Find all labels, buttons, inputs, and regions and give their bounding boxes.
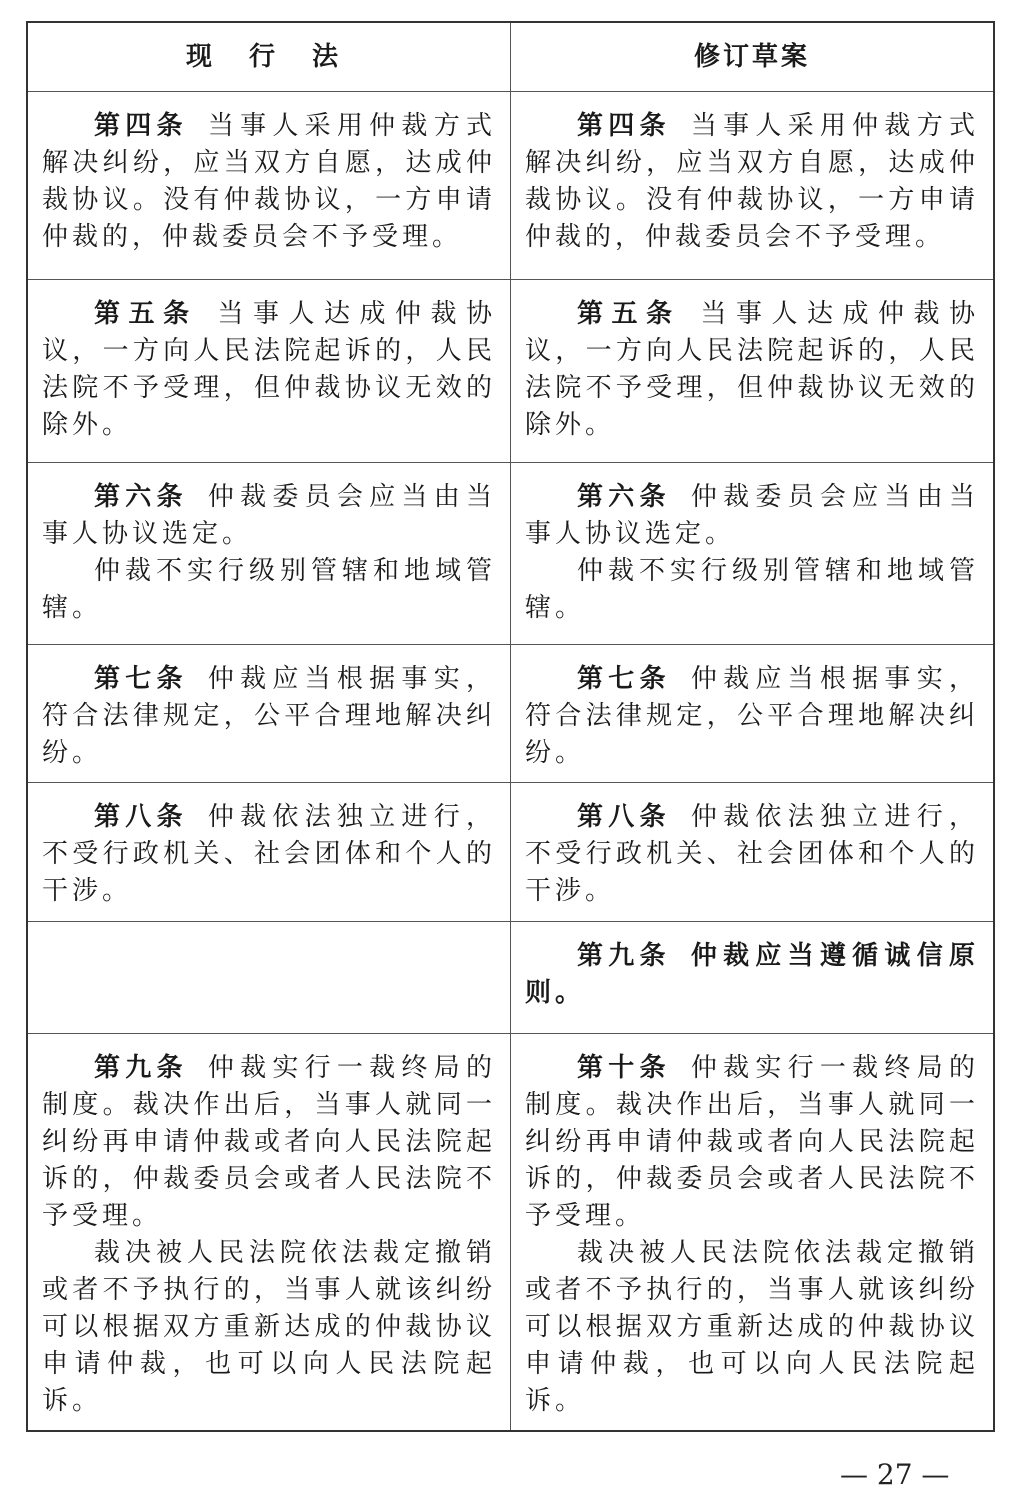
article-number: 第六条 — [577, 482, 671, 512]
article-paragraph — [525, 938, 979, 1012]
article-paragraph — [525, 661, 979, 772]
table-header-row — [27, 22, 994, 92]
article-text: 仲裁应当遵循诚信原则。 — [525, 941, 979, 1008]
article-number: 第四条 — [577, 111, 671, 141]
revised-draft-cell — [511, 92, 995, 280]
revised-draft-cell — [511, 645, 995, 783]
article-number: 第九条 — [577, 941, 671, 971]
article-text: 仲裁应当根据事实，符合法律规定，公平合理地解决纠纷。 — [525, 664, 979, 768]
article-number: 第五条 — [577, 299, 681, 329]
revised-draft-cell — [511, 1034, 995, 1432]
article-paragraph — [525, 296, 979, 444]
current-law-cell — [27, 463, 511, 645]
article-text: 裁决被人民法院依法裁定撤销或者不予执行的，当事人就该纠纷可以根据双方重新达成的仲裁协议申请仲裁，也可以向人民法院起诉。 — [525, 1238, 979, 1416]
current-law-cell — [27, 783, 511, 922]
comparison-table — [26, 21, 995, 1432]
revised-draft-cell — [511, 922, 995, 1034]
article-paragraph — [42, 296, 496, 444]
article-paragraph — [525, 799, 979, 910]
revised-draft-cell — [511, 280, 995, 463]
table-row — [27, 280, 994, 463]
article-text: 当事人采用仲裁方式解决纠纷，应当双方自愿，达成仲裁协议。没有仲裁协议，一方申请仲裁的，仲裁委员会不予受理。 — [42, 111, 496, 252]
table-body — [27, 92, 994, 1432]
article-text: 仲裁应当根据事实，符合法律规定，公平合理地解决纠纷。 — [42, 664, 496, 768]
article-text: 仲裁依法独立进行，不受行政机关、社会团体和个人的干涉。 — [42, 802, 496, 906]
article-text: 当事人采用仲裁方式解决纠纷，应当双方自愿，达成仲裁协议。没有仲裁协议，一方申请仲裁的，仲裁委员会不予受理。 — [525, 111, 979, 252]
article-paragraph — [525, 479, 979, 553]
table-row — [27, 92, 994, 280]
header-current-law: 现 行 法 — [27, 22, 511, 92]
revised-draft-cell — [511, 783, 995, 922]
current-law-cell — [27, 1034, 511, 1432]
article-paragraph — [42, 479, 496, 553]
article-text: 仲裁委员会应当由当事人协议选定。 — [42, 482, 496, 549]
article-paragraph — [525, 1050, 979, 1235]
article-number: 第五条 — [94, 299, 198, 329]
article-paragraph — [42, 661, 496, 772]
article-text: 仲裁不实行级别管辖和地域管辖。 — [525, 556, 979, 623]
page-number: — 27 — — [840, 1458, 950, 1491]
article-number: 第九条 — [94, 1053, 188, 1083]
article-paragraph — [525, 108, 979, 256]
revised-draft-cell — [511, 463, 995, 645]
current-law-cell — [27, 922, 511, 1034]
article-number: 第十条 — [577, 1053, 671, 1083]
article-text: 裁决被人民法院依法裁定撤销或者不予执行的，当事人就该纠纷可以根据双方重新达成的仲裁协议申请仲裁，也可以向人民法院起诉。 — [42, 1238, 496, 1416]
article-paragraph — [525, 1235, 979, 1420]
article-number: 第八条 — [94, 802, 188, 832]
article-paragraph — [42, 553, 496, 627]
current-law-cell — [27, 92, 511, 280]
article-paragraph — [42, 1050, 496, 1235]
article-number: 第七条 — [577, 664, 671, 694]
article-text: 仲裁实行一裁终局的制度。裁决作出后，当事人就同一纠纷再申请仲裁或者向人民法院起诉的，仲裁委员会或者人民法院不予受理。 — [42, 1053, 496, 1231]
article-text: 仲裁实行一裁终局的制度。裁决作出后，当事人就同一纠纷再申请仲裁或者向人民法院起诉的，仲裁委员会或者人民法院不予受理。 — [525, 1053, 979, 1231]
header-revised-draft: 修订草案 — [511, 22, 995, 92]
table-row — [27, 783, 994, 922]
table-row — [27, 1034, 994, 1432]
article-text: 仲裁依法独立进行，不受行政机关、社会团体和个人的干涉。 — [525, 802, 979, 906]
table-row — [27, 463, 994, 645]
article-text: 当事人达成仲裁协议，一方向人民法院起诉的，人民法院不予受理，但仲裁协议无效的除外。 — [42, 299, 496, 440]
article-text: 当事人达成仲裁协议，一方向人民法院起诉的，人民法院不予受理，但仲裁协议无效的除外。 — [525, 299, 979, 440]
article-paragraph — [525, 553, 979, 627]
article-number: 第八条 — [577, 802, 671, 832]
article-text: 仲裁委员会应当由当事人协议选定。 — [525, 482, 979, 549]
article-text: 仲裁不实行级别管辖和地域管辖。 — [42, 556, 496, 623]
table-row — [27, 922, 994, 1034]
article-paragraph — [42, 1235, 496, 1420]
current-law-cell — [27, 645, 511, 783]
article-paragraph — [42, 799, 496, 910]
table-row — [27, 645, 994, 783]
current-law-cell — [27, 280, 511, 463]
article-number: 第七条 — [94, 664, 188, 694]
article-number: 第六条 — [94, 482, 188, 512]
article-paragraph — [42, 108, 496, 256]
article-number: 第四条 — [94, 111, 188, 141]
